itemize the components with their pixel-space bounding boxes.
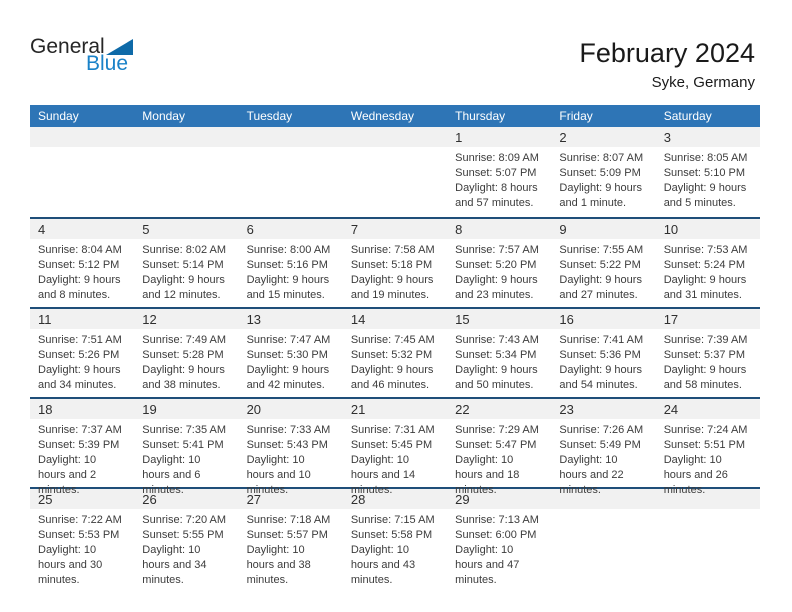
day-number: 9 [559, 222, 567, 237]
daylight-text: Daylight: 10 hours and 47 minutes. [455, 544, 520, 586]
day-number: 29 [455, 492, 470, 507]
weekday-thursday: Thursday [455, 109, 506, 123]
sunset-text: Sunset: 5:24 PM [663, 259, 746, 271]
sunset-text: Sunset: 5:14 PM [142, 259, 224, 271]
week-row [30, 307, 760, 397]
logo-text-general: General [30, 35, 105, 58]
day-number: 24 [663, 402, 679, 417]
general-blue-logo [30, 36, 133, 73]
daylight-text: Daylight: 9 hours and 15 minutes. [246, 274, 330, 301]
daylight-text: Daylight: 9 hours and 54 minutes. [559, 364, 642, 391]
sunrise-text: Sunrise: 7:41 AM [559, 334, 644, 346]
calendar-table [30, 105, 760, 586]
sunrise-text: Sunrise: 7:15 AM [350, 514, 435, 526]
daylight-text: Daylight: 10 hours and 10 minutes. [246, 454, 311, 496]
week-row [30, 397, 760, 496]
sunrise-text: Sunrise: 7:26 AM [559, 424, 644, 436]
day-number: 11 [38, 312, 52, 327]
sunrise-text: Sunrise: 7:29 AM [455, 424, 539, 436]
sunset-text: Sunset: 5:20 PM [455, 259, 537, 271]
page-title: February 2024 [579, 38, 755, 68]
sunset-text: Sunset: 5:49 PM [559, 439, 641, 451]
sunrise-text: Sunrise: 7:39 AM [663, 334, 748, 346]
day-details [134, 239, 238, 307]
week-row [30, 487, 760, 586]
day-number [134, 127, 238, 147]
day-number [656, 489, 760, 509]
day-details [447, 239, 551, 307]
day-number: 19 [142, 402, 157, 417]
sunset-text: Sunset: 5:09 PM [559, 167, 641, 179]
day-details [551, 147, 655, 217]
day-number-stripe [30, 399, 760, 419]
sunrise-text: Sunrise: 7:18 AM [246, 514, 331, 526]
sunset-text: Sunset: 5:53 PM [38, 529, 120, 541]
sunrise-text: Sunrise: 7:43 AM [455, 334, 539, 346]
daylight-text: Daylight: 10 hours and 38 minutes. [246, 544, 311, 586]
day-details [30, 147, 134, 217]
day-details [656, 419, 760, 496]
day-number: 21 [350, 402, 366, 417]
sunset-text: Sunset: 5:55 PM [142, 529, 224, 541]
daylight-text: Daylight: 9 hours and 58 minutes. [663, 364, 747, 391]
day-number-stripe [30, 127, 760, 147]
weekday-wednesday: Wednesday [350, 109, 414, 123]
day-details [447, 509, 551, 586]
day-details [239, 509, 343, 586]
sunrise-text: Sunrise: 7:53 AM [663, 244, 748, 256]
sunrise-text: Sunrise: 7:57 AM [455, 244, 539, 256]
sunset-text: Sunset: 5:57 PM [246, 529, 328, 541]
daylight-text: Daylight: 9 hours and 38 minutes. [142, 364, 225, 391]
day-number: 7 [350, 222, 359, 237]
day-details [134, 509, 238, 586]
day-details [134, 329, 238, 397]
day-number: 12 [142, 312, 157, 327]
daylight-text: Daylight: 9 hours and 1 minute. [559, 182, 642, 209]
sunrise-text: Sunrise: 8:04 AM [38, 244, 122, 256]
sunset-text: Sunset: 5:07 PM [455, 167, 537, 179]
sunrise-text: Sunrise: 7:47 AM [246, 334, 331, 346]
day-number-stripe [30, 309, 760, 329]
day-number: 28 [350, 492, 366, 507]
day-number [239, 127, 343, 147]
week-body [30, 329, 760, 397]
weekday-sunday: Sunday [38, 109, 79, 123]
day-number [30, 127, 134, 147]
title-block [579, 38, 755, 91]
week-row [30, 217, 760, 307]
day-number: 27 [246, 492, 262, 507]
sunrise-text: Sunrise: 7:51 AM [38, 334, 122, 346]
day-details [239, 419, 343, 496]
day-number: 8 [455, 222, 463, 237]
daylight-text: Daylight: 9 hours and 5 minutes. [663, 182, 747, 209]
sunset-text: Sunset: 5:22 PM [559, 259, 641, 271]
day-number [343, 127, 447, 147]
daylight-text: Daylight: 9 hours and 31 minutes. [663, 274, 747, 301]
day-details [343, 147, 447, 217]
day-number: 10 [663, 222, 679, 237]
daylight-text: Daylight: 9 hours and 12 minutes. [142, 274, 225, 301]
day-details [134, 419, 238, 496]
sunset-text: Sunset: 5:47 PM [455, 439, 537, 451]
sunset-text: Sunset: 6:00 PM [455, 529, 537, 541]
day-number: 13 [246, 312, 262, 327]
daylight-text: Daylight: 10 hours and 30 minutes. [38, 544, 103, 586]
day-number: 1 [455, 130, 463, 145]
sunset-text: Sunset: 5:18 PM [350, 259, 433, 271]
day-details [343, 329, 447, 397]
daylight-text: Daylight: 10 hours and 6 minutes. [142, 454, 201, 496]
weekday-tuesday: Tuesday [246, 109, 293, 123]
daylight-text: Daylight: 9 hours and 42 minutes. [246, 364, 330, 391]
sunrise-text: Sunrise: 8:07 AM [559, 152, 644, 164]
day-details [656, 329, 760, 397]
sunset-text: Sunset: 5:28 PM [142, 349, 224, 361]
sunset-text: Sunset: 5:30 PM [246, 349, 328, 361]
week-body [30, 239, 760, 307]
sunrise-text: Sunrise: 7:37 AM [38, 424, 122, 436]
daylight-text: Daylight: 9 hours and 8 minutes. [38, 274, 121, 301]
sunrise-text: Sunrise: 8:09 AM [455, 152, 539, 164]
day-details [343, 419, 447, 496]
weekday-saturday: Saturday [663, 109, 712, 123]
day-number: 3 [663, 130, 671, 145]
sunset-text: Sunset: 5:45 PM [350, 439, 433, 451]
sunset-text: Sunset: 5:43 PM [246, 439, 328, 451]
daylight-text: Daylight: 9 hours and 19 minutes. [350, 274, 434, 301]
week-row [30, 127, 760, 217]
sunrise-text: Sunrise: 7:20 AM [142, 514, 227, 526]
day-number: 17 [663, 312, 679, 327]
day-details [447, 419, 551, 496]
week-body [30, 509, 760, 586]
sunset-text: Sunset: 5:39 PM [38, 439, 120, 451]
day-details [447, 147, 551, 217]
sunrise-text: Sunrise: 7:58 AM [350, 244, 435, 256]
day-number: 14 [350, 312, 366, 327]
sunset-text: Sunset: 5:41 PM [142, 439, 224, 451]
day-details [134, 147, 238, 217]
day-details [239, 239, 343, 307]
sunset-text: Sunset: 5:37 PM [663, 349, 746, 361]
sunrise-text: Sunrise: 7:55 AM [559, 244, 644, 256]
day-details [551, 419, 655, 496]
day-details [551, 239, 655, 307]
sunset-text: Sunset: 5:58 PM [350, 529, 433, 541]
day-details [447, 329, 551, 397]
week-body [30, 147, 760, 217]
day-number: 6 [246, 222, 254, 237]
day-number [551, 489, 655, 509]
daylight-text: Daylight: 9 hours and 34 minutes. [38, 364, 121, 391]
sunset-text: Sunset: 5:12 PM [38, 259, 120, 271]
day-number: 22 [455, 402, 470, 417]
page-subtitle: Syke, Germany [651, 74, 755, 91]
daylight-text: Daylight: 9 hours and 23 minutes. [455, 274, 538, 301]
sunrise-text: Sunrise: 7:13 AM [455, 514, 539, 526]
logo-text-blue: Blue [86, 52, 129, 75]
sunrise-text: Sunrise: 7:35 AM [142, 424, 227, 436]
day-details [239, 329, 343, 397]
day-number-stripe [30, 489, 760, 509]
weekday-header-row [30, 105, 760, 127]
daylight-text: Daylight: 8 hours and 57 minutes. [455, 182, 538, 209]
day-number: 26 [142, 492, 157, 507]
day-details [30, 509, 134, 586]
day-number: 15 [455, 312, 470, 327]
weeks [30, 127, 760, 586]
weekday-friday: Friday [559, 109, 593, 123]
daylight-text: Daylight: 10 hours and 22 minutes. [559, 454, 624, 496]
day-number: 23 [559, 402, 574, 417]
week-body [30, 419, 760, 496]
day-details [551, 329, 655, 397]
sunset-text: Sunset: 5:32 PM [350, 349, 433, 361]
day-details [30, 329, 134, 397]
day-number: 20 [246, 402, 262, 417]
day-details [30, 419, 134, 496]
day-number-stripe [30, 219, 760, 239]
sunrise-text: Sunrise: 7:33 AM [246, 424, 331, 436]
day-details [343, 239, 447, 307]
day-details [239, 147, 343, 217]
sunrise-text: Sunrise: 8:02 AM [142, 244, 227, 256]
sunset-text: Sunset: 5:16 PM [246, 259, 328, 271]
day-number: 16 [559, 312, 574, 327]
sunset-text: Sunset: 5:51 PM [663, 439, 746, 451]
day-details [656, 147, 760, 217]
day-number: 5 [142, 222, 150, 237]
sunrise-text: Sunrise: 7:24 AM [663, 424, 748, 436]
daylight-text: Daylight: 9 hours and 50 minutes. [455, 364, 538, 391]
sunrise-text: Sunrise: 7:45 AM [350, 334, 435, 346]
sunrise-text: Sunrise: 7:31 AM [350, 424, 435, 436]
day-number: 25 [38, 492, 53, 507]
day-number: 18 [38, 402, 53, 417]
weekday-monday: Monday [142, 109, 185, 123]
day-details [656, 239, 760, 307]
sunset-text: Sunset: 5:34 PM [455, 349, 537, 361]
daylight-text: Daylight: 10 hours and 34 minutes. [142, 544, 207, 586]
sunset-text: Sunset: 5:10 PM [663, 167, 746, 179]
daylight-text: Daylight: 10 hours and 2 minutes. [38, 454, 97, 496]
sunset-text: Sunset: 5:26 PM [38, 349, 120, 361]
daylight-text: Daylight: 9 hours and 27 minutes. [559, 274, 642, 301]
day-details [343, 509, 447, 586]
day-details [656, 509, 760, 577]
daylight-text: Daylight: 10 hours and 14 minutes. [350, 454, 416, 496]
day-details [551, 509, 655, 577]
day-number: 4 [38, 222, 46, 237]
sunrise-text: Sunrise: 7:49 AM [142, 334, 227, 346]
sunrise-text: Sunrise: 8:00 AM [246, 244, 331, 256]
day-number: 2 [559, 130, 567, 145]
sunrise-text: Sunrise: 8:05 AM [663, 152, 748, 164]
daylight-text: Daylight: 10 hours and 43 minutes. [350, 544, 416, 586]
day-details [30, 239, 134, 307]
daylight-text: Daylight: 9 hours and 46 minutes. [350, 364, 434, 391]
daylight-text: Daylight: 10 hours and 18 minutes. [455, 454, 520, 496]
daylight-text: Daylight: 10 hours and 26 minutes. [663, 454, 728, 496]
sunrise-text: Sunrise: 7:22 AM [38, 514, 122, 526]
sunset-text: Sunset: 5:36 PM [559, 349, 641, 361]
